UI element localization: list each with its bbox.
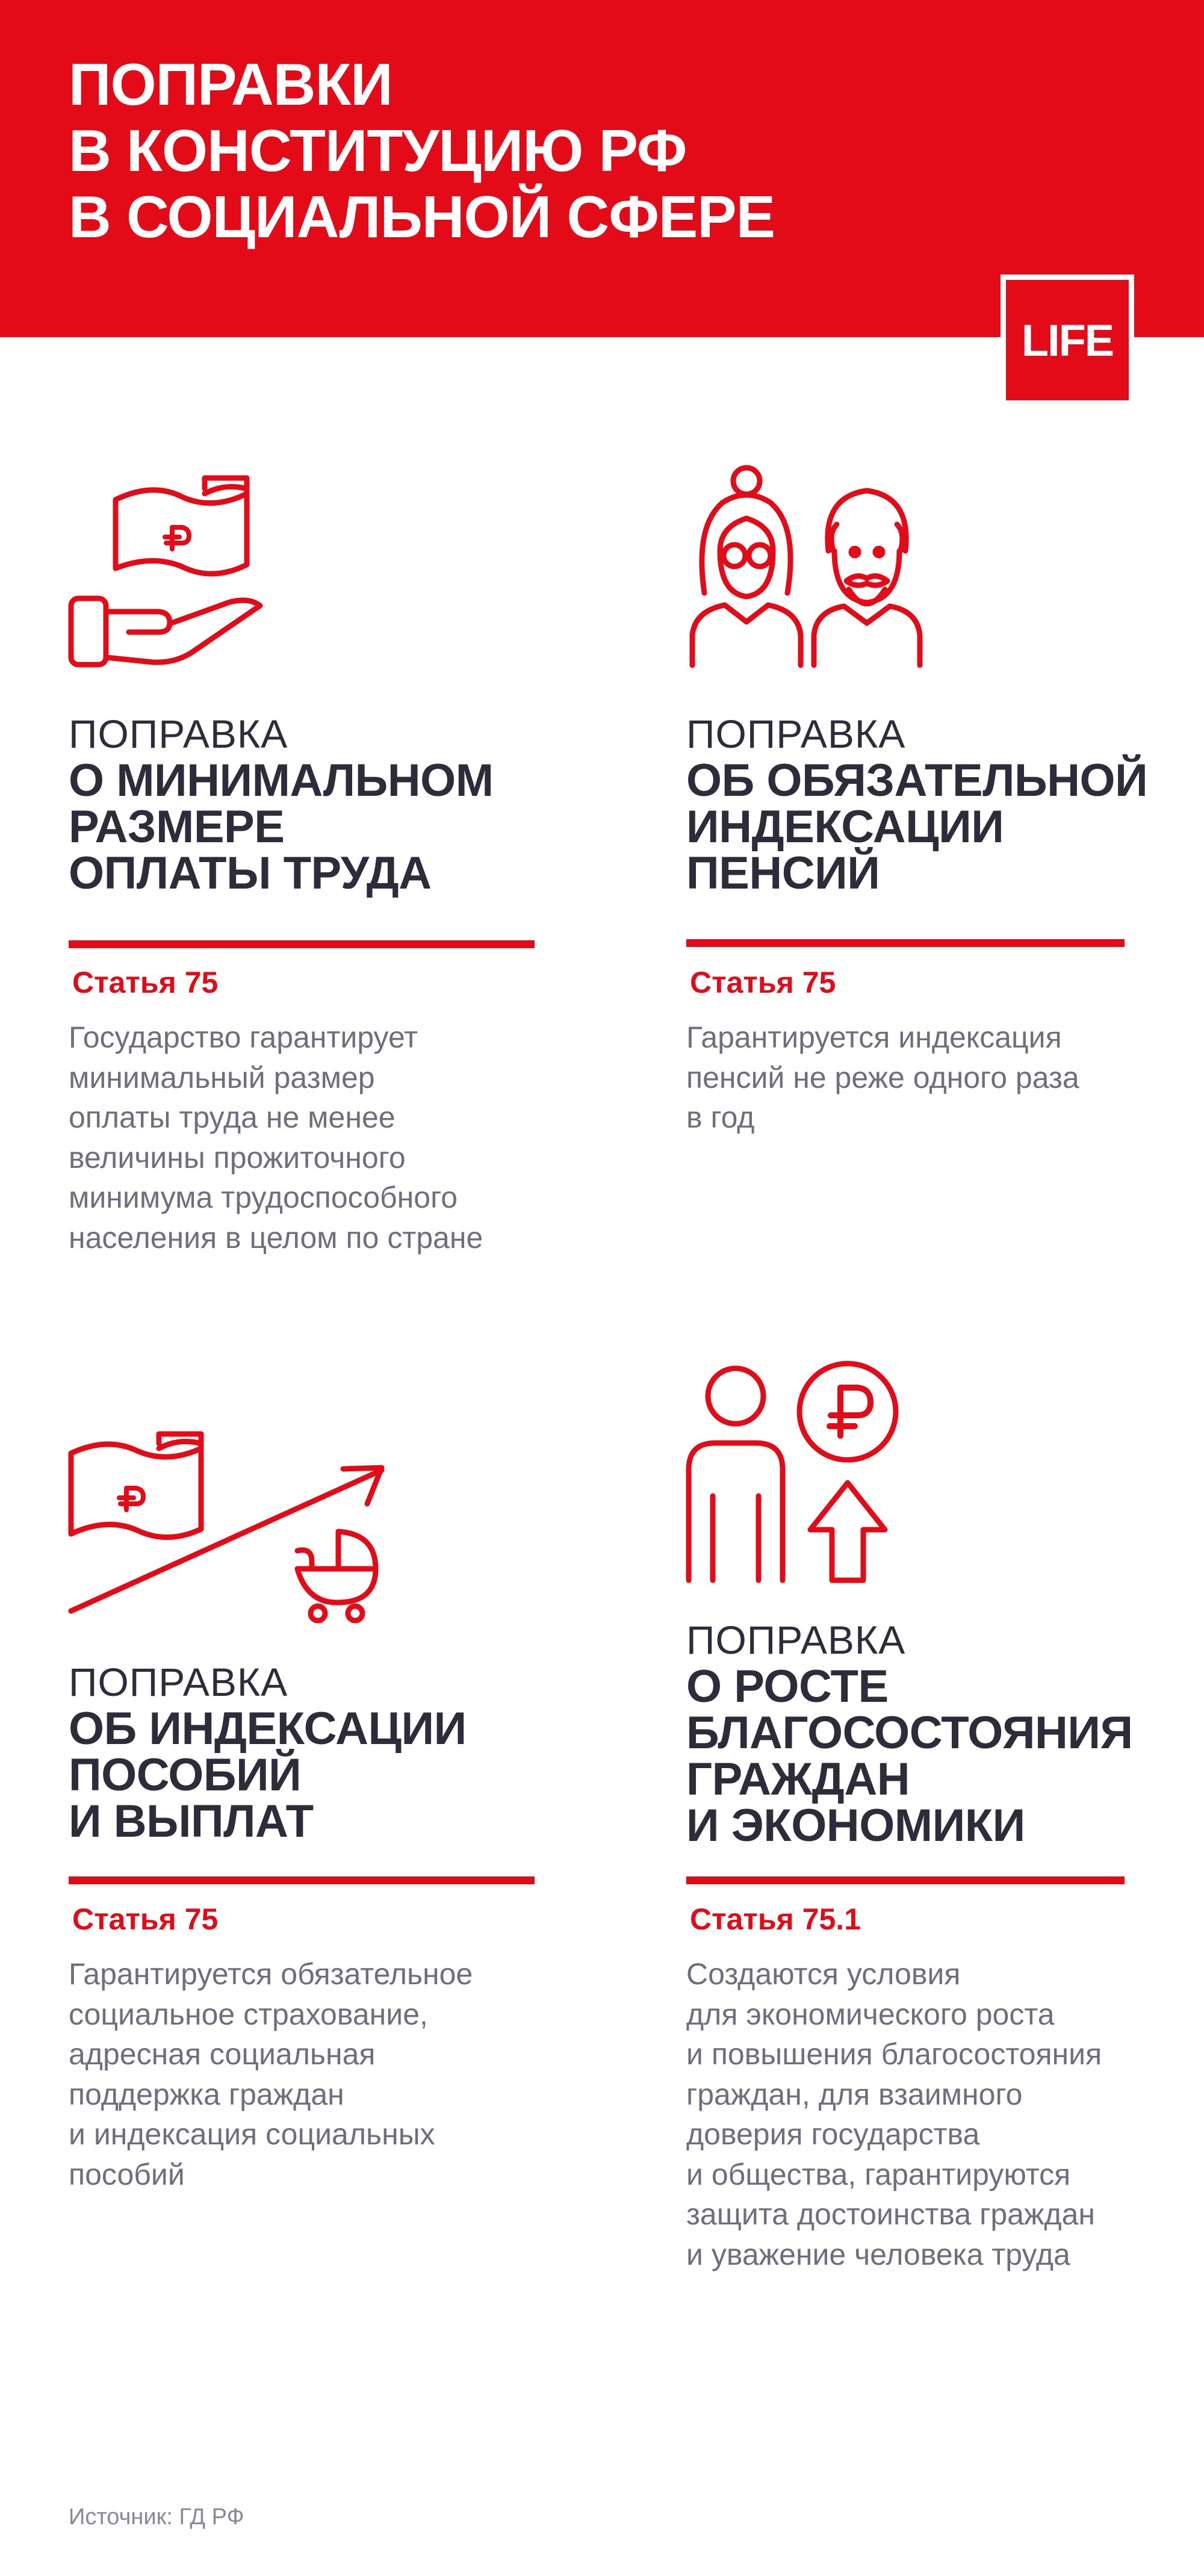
description-line: Гарантируется обязательное xyxy=(69,1957,473,1991)
card-kicker: ПОПРАВКА xyxy=(69,712,288,756)
card-divider xyxy=(69,1876,535,1884)
ruble-growth-stroller-icon xyxy=(69,1433,394,1625)
card-title-line: ПОСОБИЙ xyxy=(69,1749,302,1801)
page-title xyxy=(69,51,775,250)
description-line: адресная социальная xyxy=(69,2037,376,2071)
card-title-line: ОБ ОБЯЗАТЕЛЬНОЙ xyxy=(686,755,1148,806)
person-ruble-arrow-up-icon xyxy=(686,1364,915,1586)
card-heading xyxy=(69,710,562,899)
card-title-line: ИНДЕКСАЦИИ xyxy=(686,801,1004,852)
card-kicker: ПОПРАВКА xyxy=(686,1618,906,1662)
description-line: в год xyxy=(686,1100,755,1134)
card-title-line: И ЭКОНОМИКИ xyxy=(686,1800,1025,1851)
title-line-3: В СОЦИАЛЬНОЙ СФЕРЕ xyxy=(69,184,775,250)
description-line: Гарантируется индексация xyxy=(686,1020,1062,1054)
card-title-line: ГРАЖДАН xyxy=(686,1754,910,1805)
description-line: пенсий не реже одного раза xyxy=(686,1060,1079,1094)
title-line-2: В КОНСТИТУЦИЮ РФ xyxy=(69,117,687,184)
description-line: и индексация социальных xyxy=(69,2117,435,2151)
description-line: защита достоинства граждан xyxy=(686,2197,1096,2231)
card-description xyxy=(686,1017,1079,1138)
card-kicker: ПОПРАВКА xyxy=(686,712,906,756)
article-label: Статья 75 xyxy=(690,966,836,999)
card-title-line: ПЕНСИЙ xyxy=(686,848,880,899)
description-line: минимальный размер xyxy=(69,1060,375,1094)
description-line: Государство гарантирует xyxy=(69,1020,418,1054)
card-title-line: О РОСТЕ xyxy=(686,1661,889,1712)
card-kicker: ПОПРАВКА xyxy=(69,1660,288,1704)
description-line: пособий xyxy=(69,2157,185,2191)
card-title-line: РАЗМЕРЕ xyxy=(69,801,285,852)
card-divider xyxy=(686,1876,1125,1884)
description-line: граждан, для взаимного xyxy=(686,2077,1023,2111)
card-heading xyxy=(686,710,1180,899)
description-line: доверия государства xyxy=(686,2117,980,2151)
description-line: социальное страхование, xyxy=(69,1997,428,2031)
card-heading xyxy=(686,1616,1180,1849)
card-divider xyxy=(686,939,1125,947)
card-title-line: ОПЛАТЫ ТРУДА xyxy=(69,848,432,899)
card-description xyxy=(69,1017,483,1258)
article-label: Статья 75 xyxy=(72,1902,219,1936)
description-line: Создаются условия xyxy=(686,1957,961,1991)
elderly-couple-icon xyxy=(686,461,927,677)
description-line: поддержка граждан xyxy=(69,2077,344,2111)
life-logo[interactable]: LIFE xyxy=(1001,275,1134,406)
card-title-line: ОБ ИНДЕКСАЦИИ xyxy=(69,1703,467,1754)
card-title-line: И ВЫПЛАТ xyxy=(69,1796,314,1847)
description-line: населения в целом по стране xyxy=(69,1220,483,1255)
description-line: и общества, гарантируются xyxy=(686,2157,1071,2191)
source-note: Источник: ГД РФ xyxy=(69,2504,244,2530)
description-line: и повышения благосостояния xyxy=(686,2037,1102,2071)
description-line: величины прожиточного xyxy=(69,1140,406,1175)
description-line: минимума трудоспособного xyxy=(69,1181,458,1214)
card-title-line: БЛАГОСОСТОЯНИЯ xyxy=(686,1707,1133,1758)
description-line: оплаты труда не менее xyxy=(69,1100,396,1134)
hand-holding-ruble-banknote-icon xyxy=(69,470,273,674)
card-description xyxy=(69,1954,473,2194)
card-description xyxy=(686,1954,1102,2274)
description-line: и уважение человека труда xyxy=(686,2237,1070,2271)
article-label: Статья 75.1 xyxy=(690,1902,861,1936)
article-label: Статья 75 xyxy=(72,966,219,999)
card-title-line: О МИНИМАЛЬНОМ xyxy=(69,755,494,806)
card-heading xyxy=(69,1659,562,1845)
card-divider xyxy=(69,940,535,948)
title-line-1: ПОПРАВКИ xyxy=(69,51,393,117)
description-line: для экономического роста xyxy=(686,1997,1055,2031)
